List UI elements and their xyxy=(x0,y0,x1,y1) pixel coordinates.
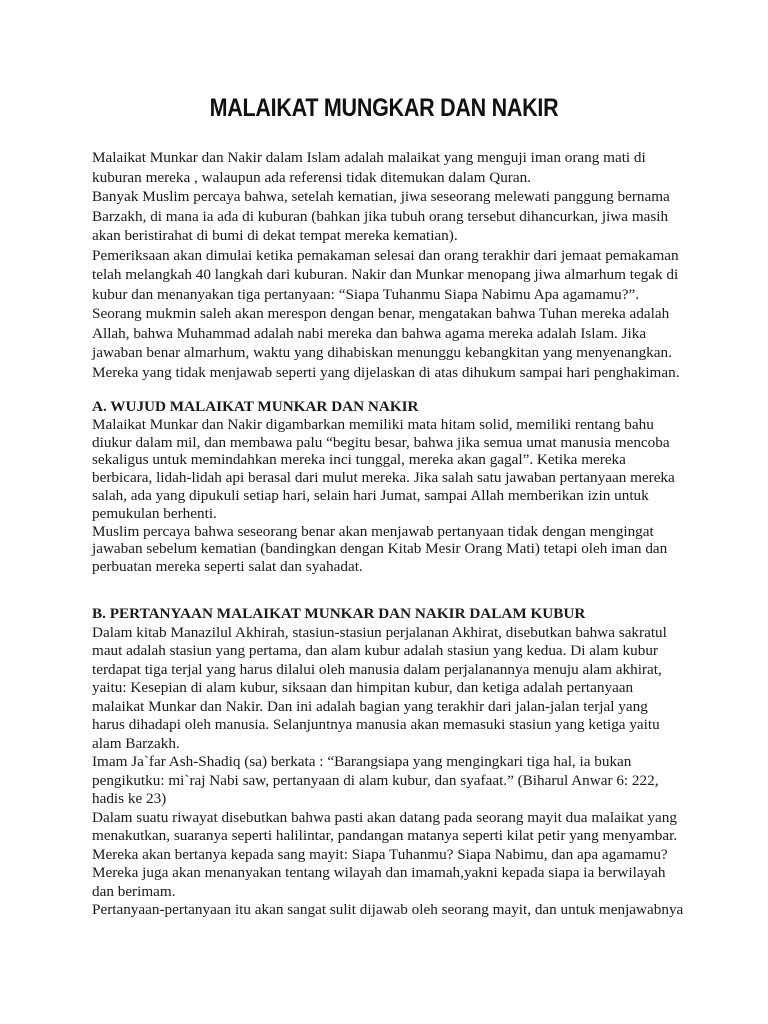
section-a xyxy=(92,398,692,576)
intro-paragraph xyxy=(92,148,692,382)
text-line: kubur dan menanyakan tiga pertanyaan: “Siapa Tuhanmu Siapa Nabimu Apa agamamu?”. xyxy=(92,285,640,303)
section-b-heading: B. PERTANYAAN MALAIKAT MUNKAR DAN NAKIR DALAM KUBUR xyxy=(92,605,586,622)
text-line: Dalam suatu riwayat disebutkan bahwa pasti akan datang pada seorang mayit dua malaikat yang xyxy=(92,808,677,826)
text-line: terdapat tiga terjal yang harus dilalui oleh manusia dalam perjalanannya menuju alam akhirat, xyxy=(92,660,662,678)
text-line: yaitu: Kesepian di alam kubur, siksaan dan himpitan kubur, dan ketiga adalah pertanyaan xyxy=(92,679,634,696)
section-a-heading: A. WUJUD MALAIKAT MUNKAR DAN NAKIR xyxy=(92,398,419,415)
text-line: dan berimam. xyxy=(92,882,176,900)
text-line: Dalam kitab Manazilul Akhirah, stasiun-stasiun perjalanan Akhirat, disebutkan bahwa sakratul xyxy=(92,623,667,641)
text-line: Mereka yang tidak menjawab seperti yang dijelaskan di atas dihukum sampai hari penghakiman. xyxy=(92,363,680,381)
text-line: Barzakh, di mana ia ada di kuburan (bahkan jika tubuh orang tersebut dihancurkan, jiwa masih xyxy=(92,207,669,225)
text-line: malaikat Munkar dan Nakir. Dan ini adalah bagian yang terakhir dari jalan-jalan terjal yang xyxy=(92,697,648,715)
text-line: akan beristirahat di bumi di dekat tempat mereka kematian). xyxy=(92,227,458,244)
text-line: pemukulan berhenti. xyxy=(92,504,217,522)
text-line: perbuatan mereka seperti salat dan syahadat. xyxy=(92,558,363,576)
text-line: Muslim percaya bahwa seseorang benar akan menjawab pertanyaan tidak dengan mengingat xyxy=(92,522,654,540)
text-line: sekaligus untuk memindahkan mereka inci tunggal, mereka akan gagal”. Ketika mereka xyxy=(92,451,626,469)
text-line: kuburan mereka , walaupun ada referensi tidak ditemukan dalam Quran. xyxy=(92,168,531,186)
text-line: diukur dalam mil, dan membawa palu “begitu besar, bahwa jika semua umat manusia mencoba xyxy=(92,433,670,451)
text-line: jawaban sebelum kematian (bandingkan dengan Kitab Mesir Orang Mati) tetapi oleh iman dan xyxy=(92,540,668,558)
text-line: hadis ke 23) xyxy=(92,790,167,807)
text-line: harus dihadapi oleh manusia. Selanjuntnya manusia akan memasuki stasiun yang ketiga yaitu xyxy=(92,716,660,733)
text-line: Allah, bahwa Muhammad adalah nabi mereka dan bahwa agama mereka adalah Islam. Jika xyxy=(92,324,647,342)
text-line: Mereka akan bertanya kepada sang mayit: Siapa Tuhanmu? Siapa Nabimu, dan apa agamamu? xyxy=(92,845,668,863)
text-line: Malaikat Munkar dan Nakir dalam Islam adalah malaikat yang menguji iman orang mati di xyxy=(92,149,646,166)
text-line: Imam Ja`far Ash-Shadiq (sa) berkata : “Barangsiapa yang mengingkari tiga hal, ia bukan xyxy=(92,753,632,770)
text-line: Seorang mukmin saleh akan merespon dengan benar, mengatakan bahwa Tuhan mereka adalah xyxy=(92,305,670,322)
text-line: menakutkan, suaranya seperti halilintar, pandangan matanya seperti kilat petir yang menyambar. xyxy=(92,827,678,844)
text-line: Mereka juga akan menanyakan tentang wilayah dan imamah,yakni kepada siapa ia berwilayah xyxy=(92,864,666,881)
text-line: Malaikat Munkar dan Nakir digambarkan memiliki mata hitam solid, memiliki rentang bahu xyxy=(92,415,654,433)
text-line: maut adalah stasiun yang pertama, dan alam kubur adalah stasiun yang kedua. Di alam kubur xyxy=(92,642,658,659)
text-line: pengikutku: mi`raj Nabi saw, pertanyaan di alam kubur, dan syafaat.” (Biharul Anwar 6: 222, xyxy=(92,771,659,789)
text-line: salah, ada yang dipukuli setiap hari, selain hari Jumat, sampai Allah memberikan izin untuk xyxy=(92,486,649,504)
document-title: MALAIKAT MUNGKAR DAN NAKIR xyxy=(209,94,559,122)
text-line: Banyak Muslim percaya bahwa, setelah kematian, jiwa seseorang melewati panggung bernama xyxy=(92,188,670,205)
text-line: telah melangkah 40 langkah dari kuburan. Nakir dan Munkar menopang jiwa almarhum tegak di xyxy=(92,266,679,283)
text-line: Pertanyaan-pertanyaan itu akan sangat sulit dijawab oleh seorang mayit, dan untuk menjawabnya xyxy=(92,901,684,918)
text-line: alam Barzakh. xyxy=(92,734,180,752)
text-line: jawaban benar almarhum, waktu yang dihabiskan menunggu kebangkitan yang menyenangkan. xyxy=(92,344,672,361)
text-line: berbicara, lidah-lidah api berasal dari mulut mereka. Jika salah satu jawaban pertanyaan mereka xyxy=(92,469,675,487)
section-b xyxy=(92,605,692,920)
text-line: Pemeriksaan akan dimulai ketika pemakaman selesai dan orang terakhir dari jemaat pemakaman xyxy=(92,246,679,264)
